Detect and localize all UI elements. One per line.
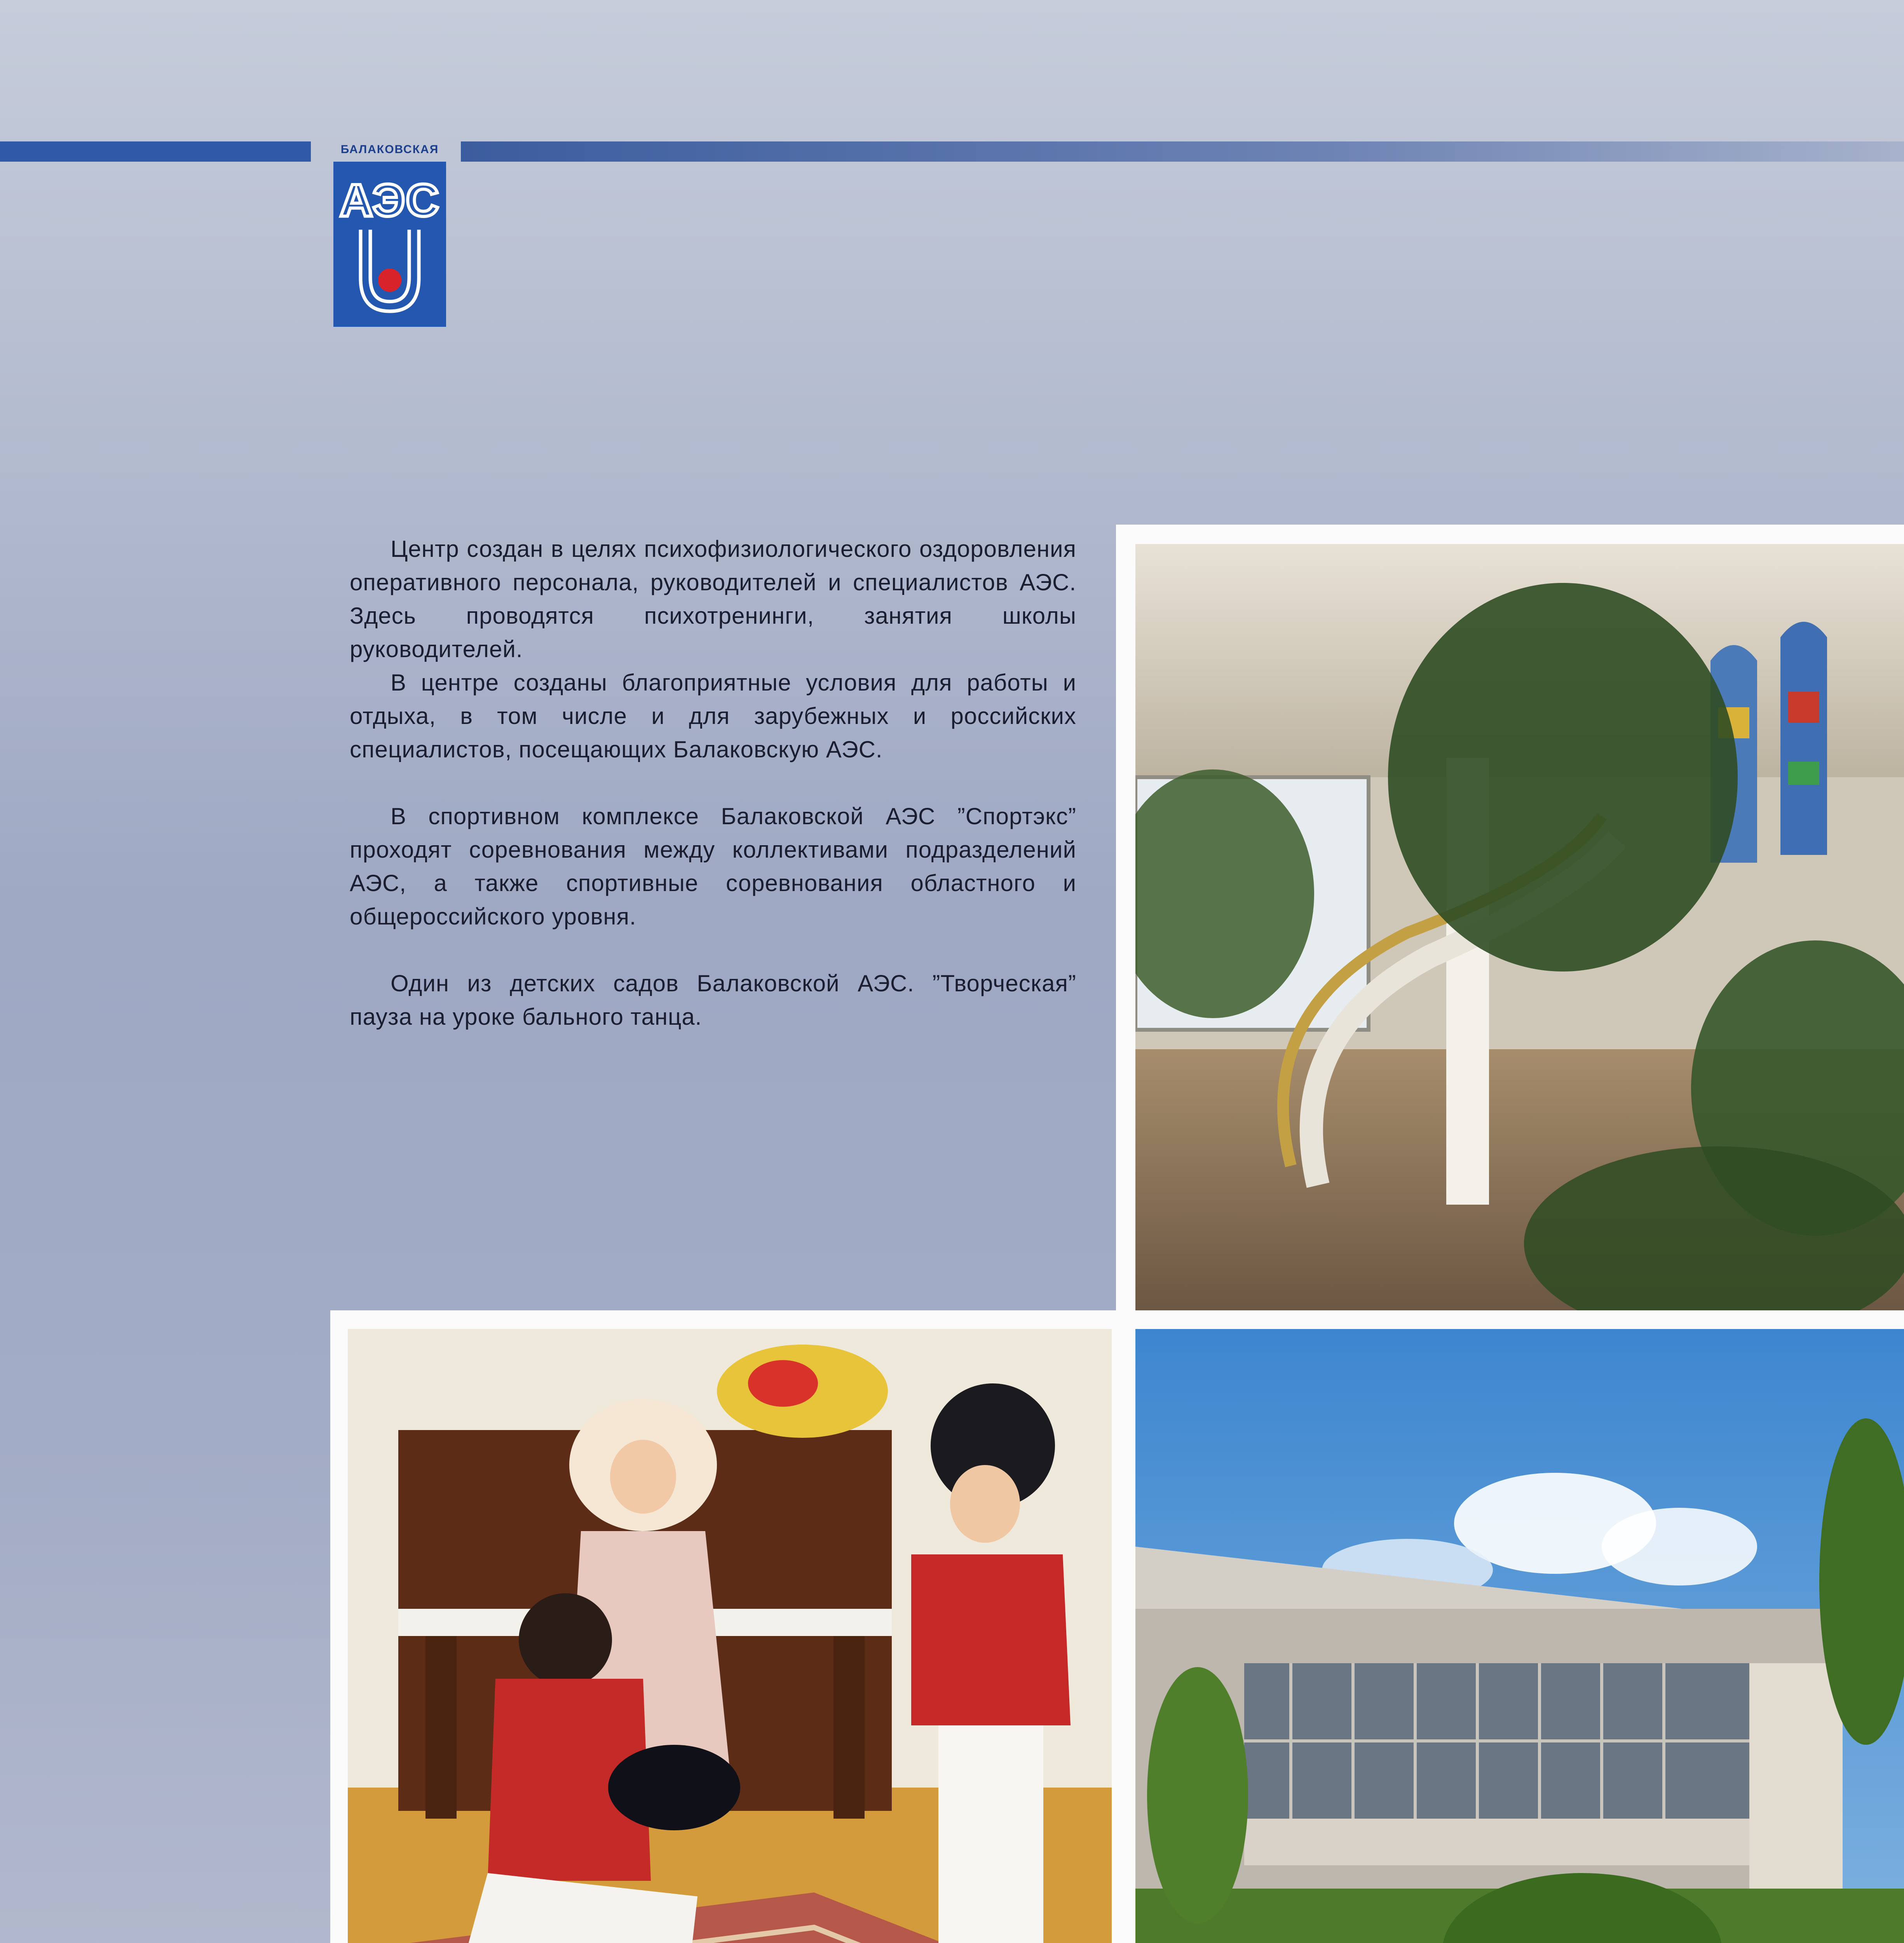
ru-paragraph-3: В спортивном комплексе Балаковской АЭС ”Спортэкс” проходят соревнования между коллективами подразделений АЭС, а также спортивные соревнования областного и общероссийского уровня. [350, 803, 1076, 930]
balakovo-npp-logo [333, 140, 446, 328]
logo-caption: БАЛАКОВСКАЯ [340, 143, 439, 156]
photo-staircase [1135, 544, 1904, 1310]
ru-paragraph-4: Один из детских садов Балаковской АЭС. ”Творческая” пауза на уроке бального танца. [350, 970, 1076, 1030]
photo-children [348, 1329, 1112, 1943]
top-stripe-right [461, 141, 1904, 162]
top-stripe-left [0, 141, 311, 162]
ru-paragraph-2: В центре созданы благоприятные условия для работы и отдыха, в том числе и для зарубежных и российских специалистов, посещающих Балаковскую АЭС. [350, 670, 1076, 762]
photo-sports-complex [1135, 1329, 1904, 1943]
logo-emblem-icon [333, 162, 446, 327]
ru-paragraph-1: Центр создан в целях психофизиологического оздоровления оперативного персонала, руководителей и специалистов АЭС. Здесь проводятся психотренинги, занятия школы руководителей. [350, 536, 1076, 662]
russian-description [350, 532, 1076, 1034]
logo-mark-text: АЭС [340, 175, 440, 226]
